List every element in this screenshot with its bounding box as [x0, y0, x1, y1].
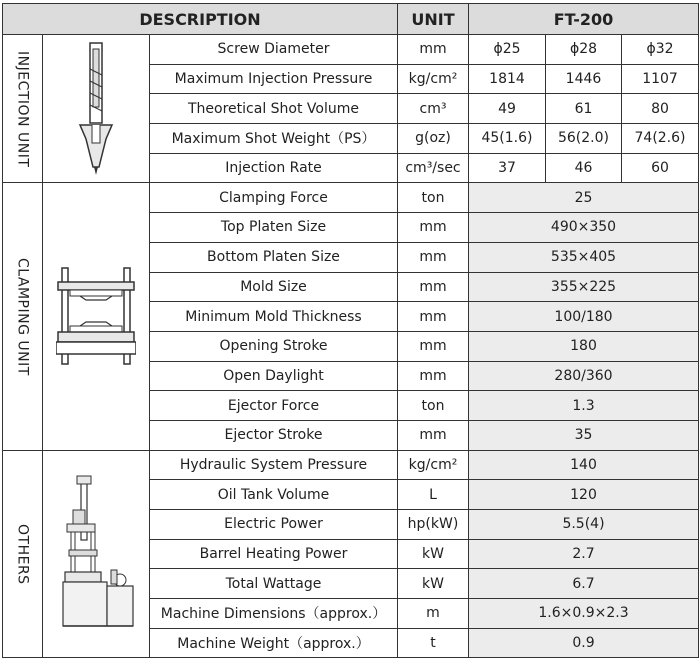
value-cell: 120	[469, 480, 699, 510]
param-theoretical-shot-volume: Theoretical Shot Volume	[150, 94, 398, 124]
value-cell: 37	[469, 153, 546, 183]
value-cell: 80	[622, 94, 699, 124]
unit-cell: ton	[398, 391, 469, 421]
value-cell: 5.5(4)	[469, 510, 699, 540]
value-cell: 140	[469, 450, 699, 480]
param-min-mold-thickness: Minimum Mold Thickness	[150, 302, 398, 332]
unit-cell: mm	[398, 302, 469, 332]
value-cell: 61	[546, 94, 622, 124]
unit-cell: ton	[398, 183, 469, 213]
value-cell: 2.7	[469, 539, 699, 569]
unit-cell: m	[398, 599, 469, 629]
unit-header: UNIT	[398, 4, 469, 35]
param-electric-power: Electric Power	[150, 510, 398, 540]
unit-cell: t	[398, 628, 469, 658]
param-ejector-force: Ejector Force	[150, 391, 398, 421]
value-cell: 35	[469, 420, 699, 450]
unit-cell: kg/cm²	[398, 64, 469, 94]
value-cell: 49	[469, 94, 546, 124]
unit-cell: mm	[398, 361, 469, 391]
vertical-machine-icon	[43, 450, 150, 658]
value-cell: 6.7	[469, 569, 699, 599]
value-cell: 1446	[546, 64, 622, 94]
unit-cell: cm³/sec	[398, 153, 469, 183]
value-cell: ϕ28	[546, 35, 622, 65]
unit-cell: mm	[398, 331, 469, 361]
value-cell: 46	[546, 153, 622, 183]
value-cell: 1.3	[469, 391, 699, 421]
value-cell: 490×350	[469, 213, 699, 243]
value-cell: 1107	[622, 64, 699, 94]
param-max-shot-weight: Maximum Shot Weight（PS）	[150, 124, 398, 154]
table-row	[3, 450, 699, 480]
unit-cell: kg/cm²	[398, 450, 469, 480]
unit-cell: kW	[398, 539, 469, 569]
unit-cell: mm	[398, 272, 469, 302]
param-machine-weight: Machine Weight（approx.）	[150, 628, 398, 658]
param-hydraulic-system-pressure: Hydraulic System Pressure	[150, 450, 398, 480]
param-clamping-force: Clamping Force	[150, 183, 398, 213]
value-cell: ϕ25	[469, 35, 546, 65]
model-header: FT-200	[469, 4, 699, 35]
unit-cell: hp(kW)	[398, 510, 469, 540]
screw-nozzle-icon	[43, 35, 150, 183]
spec-sheet	[0, 3, 700, 662]
value-cell: 0.9	[469, 628, 699, 658]
clamp-frame-icon	[43, 183, 150, 450]
param-machine-dimensions: Machine Dimensions（approx.）	[150, 599, 398, 629]
unit-cell: cm³	[398, 94, 469, 124]
param-top-platen-size: Top Platen Size	[150, 213, 398, 243]
param-screw-diameter: Screw Diameter	[150, 35, 398, 65]
param-total-wattage: Total Wattage	[150, 569, 398, 599]
value-cell: ϕ32	[622, 35, 699, 65]
unit-cell: mm	[398, 35, 469, 65]
unit-cell: mm	[398, 213, 469, 243]
param-opening-stroke: Opening Stroke	[150, 331, 398, 361]
param-ejector-stroke: Ejector Stroke	[150, 420, 398, 450]
value-cell: 1814	[469, 64, 546, 94]
value-cell: 56(2.0)	[546, 124, 622, 154]
value-cell: 25	[469, 183, 699, 213]
param-injection-rate: Injection Rate	[150, 153, 398, 183]
unit-cell: L	[398, 480, 469, 510]
value-cell: 100/180	[469, 302, 699, 332]
value-cell: 280/360	[469, 361, 699, 391]
param-mold-size: Mold Size	[150, 272, 398, 302]
value-cell: 180	[469, 331, 699, 361]
param-oil-tank-volume: Oil Tank Volume	[150, 480, 398, 510]
spec-table	[2, 3, 699, 658]
param-open-daylight: Open Daylight	[150, 361, 398, 391]
unit-cell: g(oz)	[398, 124, 469, 154]
unit-cell: kW	[398, 569, 469, 599]
param-max-injection-pressure: Maximum Injection Pressure	[150, 64, 398, 94]
unit-cell: mm	[398, 420, 469, 450]
param-bottom-platen-size: Bottom Platen Size	[150, 242, 398, 272]
value-cell: 1.6×0.9×2.3	[469, 599, 699, 629]
value-cell: 60	[622, 153, 699, 183]
header-row	[3, 4, 699, 35]
value-cell: 45(1.6)	[469, 124, 546, 154]
unit-cell: mm	[398, 242, 469, 272]
table-row	[3, 183, 699, 213]
table-row	[3, 35, 699, 65]
description-header: DESCRIPTION	[3, 4, 398, 35]
section-label-clamping: CLAMPING UNIT	[3, 183, 43, 450]
param-barrel-heating-power: Barrel Heating Power	[150, 539, 398, 569]
section-label-injection: INJECTION UNIT	[3, 35, 43, 183]
value-cell: 74(2.6)	[622, 124, 699, 154]
section-label-others: OTHERS	[3, 450, 43, 658]
value-cell: 535×405	[469, 242, 699, 272]
value-cell: 355×225	[469, 272, 699, 302]
